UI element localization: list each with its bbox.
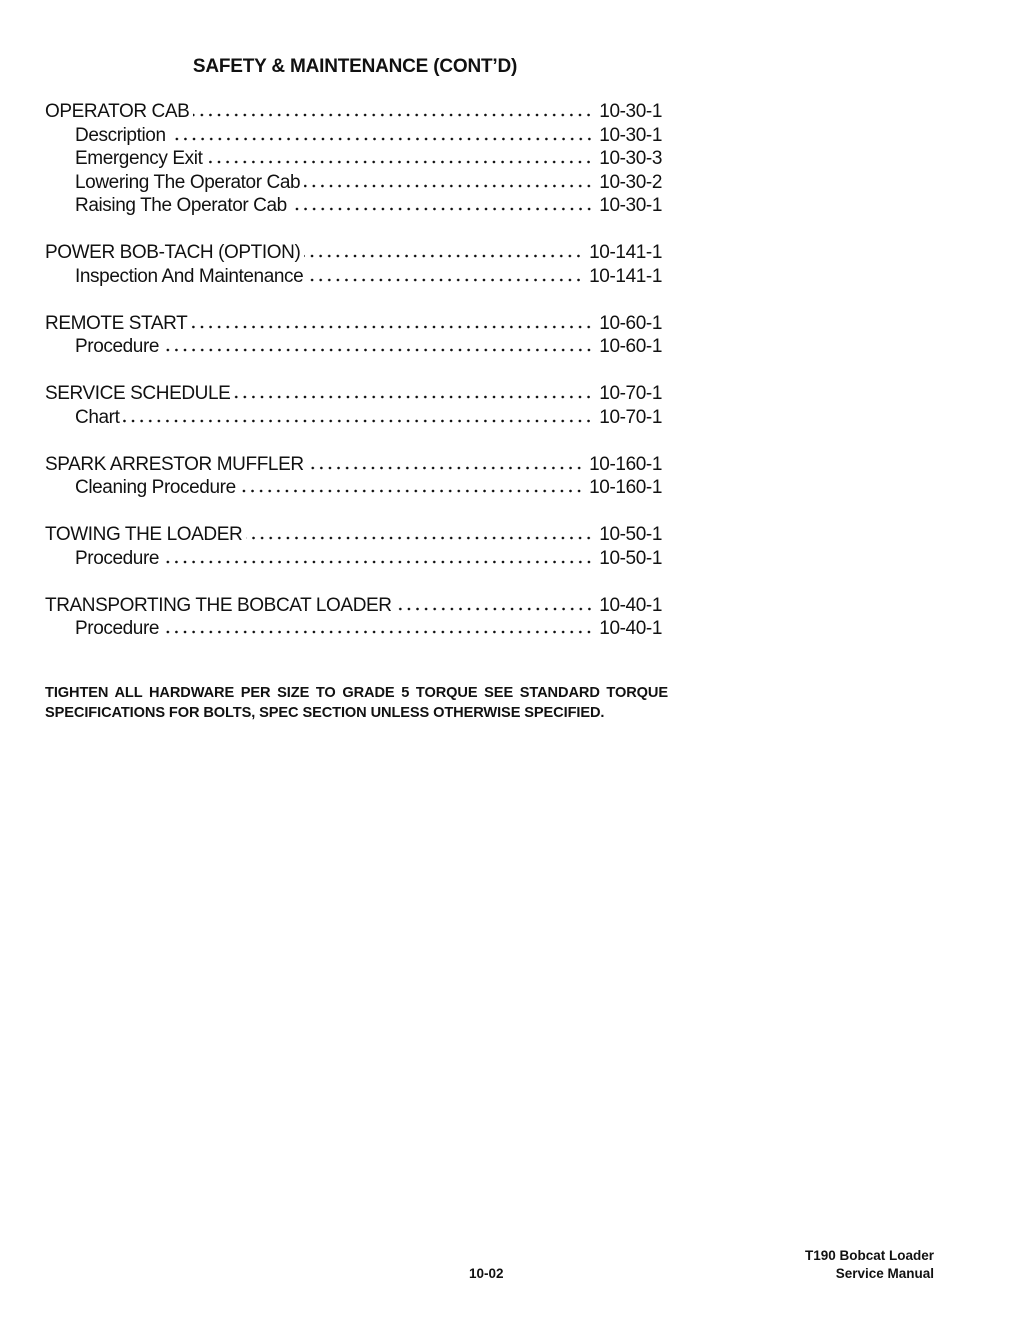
toc-entry-label: TOWING THE LOADER: [45, 524, 243, 545]
torque-notice: TIGHTEN ALL HARDWARE PER SIZE TO GRADE 5 TORQUE SEE STANDARD TORQUE SPECIFICATIONS FOR BOLTS, SPEC SECTION UNLESS OTHERWISE SPECIFIED.: [45, 685, 668, 721]
table-of-contents: [45, 101, 662, 665]
toc-section: [45, 242, 662, 289]
toc-entry-label: OPERATOR CAB: [45, 101, 190, 122]
toc-entry-page: 10-70-1: [599, 406, 662, 428]
toc-entry-label: Emergency Exit: [75, 148, 203, 169]
toc-entry[interactable]: [45, 524, 662, 548]
page-title: SAFETY & MAINTENANCE (CONT’D): [192, 56, 518, 77]
toc-entry[interactable]: [45, 242, 662, 266]
dot-leader: [163, 348, 593, 352]
toc-section: [45, 524, 662, 571]
toc-entry-page: 10-30-3: [599, 148, 662, 169]
dot-leader: [307, 278, 583, 282]
toc-entry-page: 10-30-1: [599, 195, 662, 216]
dot-leader: [291, 207, 593, 211]
toc-section: [45, 383, 662, 430]
toc-entry-page: 10-160-1: [589, 453, 662, 475]
toc-entry-page: 10-60-1: [599, 336, 662, 357]
toc-entry-page: 10-60-1: [599, 312, 662, 334]
toc-subentry[interactable]: [45, 477, 662, 501]
toc-entry-page: 10-50-1: [599, 547, 662, 569]
dot-leader: [304, 254, 583, 258]
toc-subentry[interactable]: [45, 125, 662, 149]
toc-entry-label: Cleaning Procedure: [75, 477, 236, 498]
toc-section: [45, 595, 662, 642]
dot-leader: [193, 113, 593, 117]
dot-leader: [304, 184, 593, 188]
toc-entry-label: Chart: [75, 406, 120, 428]
toc-subentry[interactable]: [45, 336, 662, 360]
toc-entry-page: 10-141-1: [589, 265, 662, 287]
dot-leader: [396, 607, 594, 611]
toc-entry-page: 10-30-1: [599, 124, 662, 146]
toc-subentry[interactable]: [45, 148, 662, 172]
dot-leader: [163, 630, 593, 634]
toc-entry-label: TRANSPORTING THE BOBCAT LOADER: [45, 594, 392, 616]
toc-entry[interactable]: [45, 383, 662, 407]
dot-leader: [240, 489, 583, 493]
toc-entry-page: 10-40-1: [599, 618, 662, 639]
dot-leader: [246, 536, 593, 540]
toc-subentry[interactable]: [45, 266, 662, 290]
toc-subentry[interactable]: [45, 618, 662, 642]
toc-subentry[interactable]: [45, 195, 662, 219]
dot-leader: [308, 466, 583, 470]
toc-subentry[interactable]: [45, 407, 662, 431]
toc-entry[interactable]: [45, 595, 662, 619]
footer-manual: Service Manual: [835, 1266, 934, 1281]
toc-entry-page: 10-160-1: [589, 477, 662, 498]
toc-entry-label: SERVICE SCHEDULE: [45, 383, 231, 404]
toc-entry-page: 10-70-1: [599, 383, 662, 404]
toc-entry-label: REMOTE START: [45, 312, 188, 334]
dot-leader: [170, 137, 594, 141]
toc-entry-page: 10-40-1: [599, 594, 662, 616]
toc-section: [45, 101, 662, 219]
toc-entry-label: Procedure: [75, 336, 160, 357]
dot-leader: [123, 419, 593, 423]
toc-entry-page: 10-141-1: [589, 242, 662, 263]
dot-leader: [191, 325, 593, 329]
toc-entry-label: Lowering The Operator Cab: [75, 171, 301, 193]
dot-leader: [234, 395, 593, 399]
toc-entry-label: Raising The Operator Cab: [75, 195, 287, 216]
dot-leader: [206, 160, 593, 164]
toc-entry[interactable]: [45, 313, 662, 337]
toc-section: [45, 313, 662, 360]
footer-model: T190 Bobcat Loader: [804, 1248, 934, 1263]
toc-entry-page: 10-50-1: [599, 524, 662, 545]
toc-entry-page: 10-30-2: [599, 171, 662, 193]
toc-entry-label: SPARK ARRESTOR MUFFLER: [45, 453, 304, 475]
toc-section: [45, 454, 662, 501]
toc-subentry[interactable]: [45, 172, 662, 196]
page-number: 10-02: [469, 1266, 504, 1281]
toc-entry-label: Inspection And Maintenance: [75, 265, 304, 287]
toc-entry-label: POWER BOB-TACH (OPTION): [45, 242, 301, 263]
toc-entry[interactable]: [45, 101, 662, 125]
toc-entry-label: Procedure: [75, 547, 160, 569]
toc-entry-page: 10-30-1: [599, 101, 662, 122]
toc-entry-label: Description: [75, 124, 166, 146]
toc-entry-label: Procedure: [75, 618, 160, 639]
toc-subentry[interactable]: [45, 548, 662, 572]
toc-entry[interactable]: [45, 454, 662, 478]
dot-leader: [163, 560, 593, 564]
